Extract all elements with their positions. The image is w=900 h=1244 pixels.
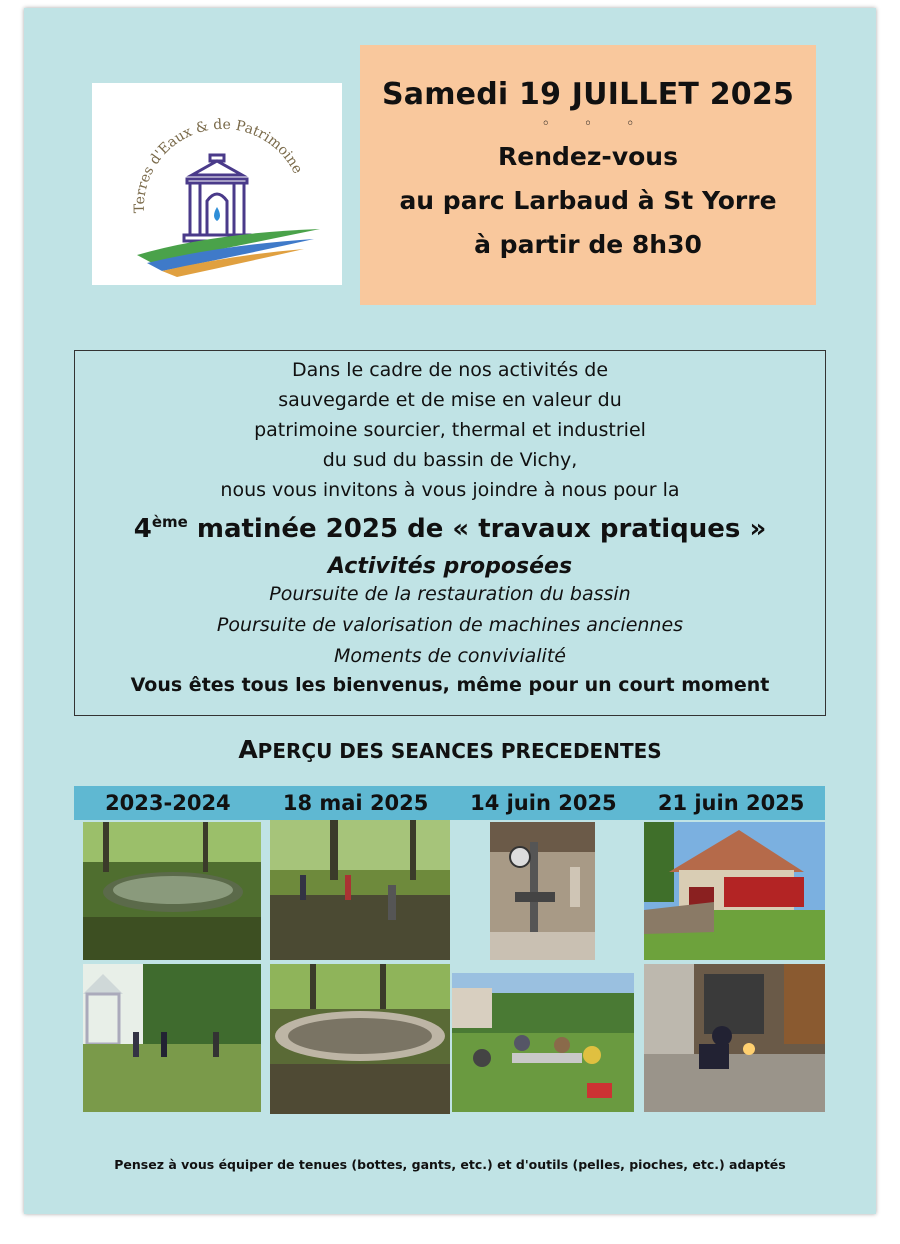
- equipment-note: Pensez à vous équiper de tenues (bottes, gants, etc.) et d'outils (pelles, pioches, etc.) adaptés: [114, 1157, 786, 1172]
- association-logo: [92, 83, 342, 285]
- event-date-box: [360, 45, 816, 305]
- gazebo-group-photo: [83, 964, 261, 1112]
- flyer-page: [24, 8, 876, 1214]
- rendezvous-line-1: Rendez-vous: [498, 142, 678, 171]
- session-date-3: 14 juin 2025: [470, 791, 617, 815]
- old-machine-photo: [490, 822, 595, 960]
- picnic-group-photo: [452, 973, 634, 1112]
- session-dates-bar: [74, 786, 825, 820]
- logo-text: Terres d'Eaux & de Patrimoine: [131, 116, 306, 214]
- session-date-4: 21 juin 2025: [657, 791, 805, 815]
- session-date-2: 18 mai 2025: [282, 791, 429, 815]
- pond-photo: [83, 822, 261, 960]
- rendezvous-line-3: à partir de 8h30: [474, 230, 702, 259]
- session-date-1: 2023-2024: [105, 791, 231, 815]
- activity-1: Poursuite de la restauration du bassin: [269, 583, 631, 605]
- workers-forest-photo: [270, 820, 450, 960]
- separator-dots: ◦◦◦: [541, 116, 669, 132]
- activity-2: Poursuite de valorisation de machines anciennes: [216, 614, 684, 636]
- intro-line-5: nous vous invitons à vous joindre à nous pour la: [220, 479, 680, 501]
- intro-line-3: patrimoine sourcier, thermal et industriel: [254, 419, 646, 441]
- intro-line-2: sauvegarde et de mise en valeur du: [278, 389, 622, 411]
- invitation-box: [74, 350, 826, 716]
- intro-line-1: Dans le cadre de nos activités de: [291, 359, 609, 381]
- intro-line-4: du sud du bassin de Vichy,: [322, 449, 578, 471]
- event-date: Samedi 19 JUILLET 2025: [381, 77, 795, 112]
- welcome-line: Vous êtes tous les bienvenus, même pour un court moment: [130, 674, 770, 696]
- workshop-welding-photo: [644, 964, 825, 1112]
- activities-title: Activités proposées: [327, 554, 573, 579]
- rendezvous-line-2: au parc Larbaud à St Yorre: [399, 186, 777, 215]
- headline: 4ème matinée 2025 de « travaux pratiques »: [133, 513, 767, 544]
- stone-basin-photo: [270, 964, 450, 1114]
- barn-photo: [644, 822, 825, 960]
- previous-sessions-title: APERÇU DES SEANCES PRECEDENTES: [238, 735, 662, 764]
- activity-3: Moments de convivialité: [334, 645, 566, 667]
